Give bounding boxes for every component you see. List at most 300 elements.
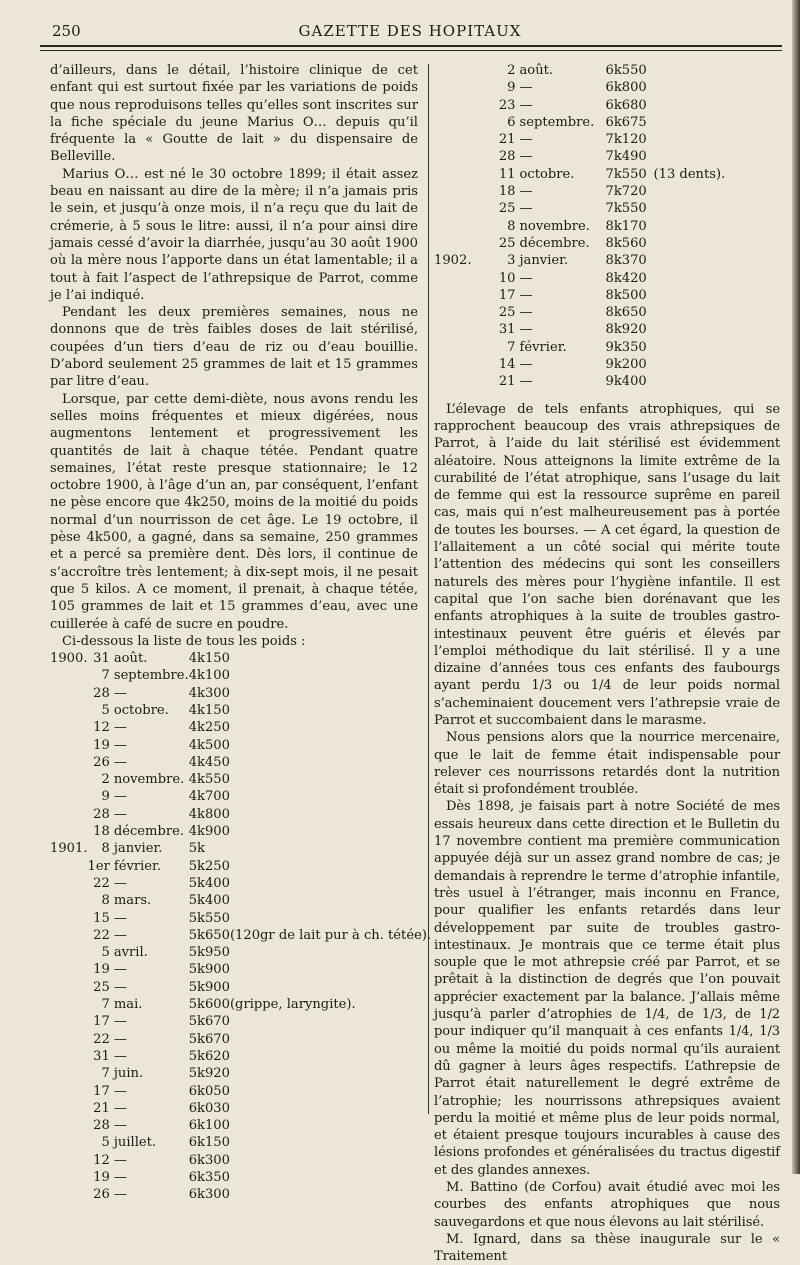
weight-weight: 5k bbox=[188, 841, 205, 857]
weight-weight: 9k400 bbox=[605, 374, 647, 390]
weight-weight: 5k920 bbox=[188, 1066, 230, 1082]
weight-month: — bbox=[519, 201, 533, 217]
weight-row bbox=[50, 667, 431, 684]
weight-year bbox=[434, 373, 472, 390]
weight-day: 25 bbox=[498, 201, 516, 217]
weight-day: 7 bbox=[507, 339, 516, 355]
weight-weight: 6k300 bbox=[188, 1152, 230, 1168]
weight-row bbox=[434, 356, 780, 373]
weight-weight: 8k420 bbox=[605, 270, 647, 286]
weight-year bbox=[434, 62, 472, 79]
weight-month: septembre. bbox=[519, 114, 595, 130]
weight-month: — bbox=[113, 1170, 127, 1185]
weight-weight: 5k900 bbox=[188, 962, 230, 978]
page-number: 250 bbox=[52, 22, 81, 40]
weight-month: — bbox=[113, 1152, 127, 1168]
weight-row bbox=[50, 685, 431, 702]
weight-year bbox=[50, 927, 88, 944]
weight-year bbox=[50, 944, 88, 961]
weight-note bbox=[230, 1013, 431, 1030]
weight-day: 28 bbox=[498, 149, 516, 165]
weight-note bbox=[230, 806, 431, 823]
weight-month: — bbox=[113, 789, 127, 805]
weight-day: 26 bbox=[93, 754, 110, 770]
header-rule-thick bbox=[40, 45, 782, 47]
weight-note bbox=[230, 1031, 431, 1048]
weight-year bbox=[50, 1013, 88, 1030]
weight-year bbox=[50, 1031, 88, 1048]
weight-day: 8 bbox=[101, 893, 110, 909]
weight-month: — bbox=[113, 962, 127, 978]
weight-day: 8 bbox=[101, 841, 110, 857]
weight-row bbox=[434, 97, 780, 114]
weight-row bbox=[50, 1083, 431, 1100]
weight-note bbox=[230, 1134, 431, 1151]
weight-note bbox=[230, 719, 431, 736]
weight-day: 6 bbox=[507, 114, 516, 130]
weight-day: 21 bbox=[498, 132, 516, 148]
weight-year bbox=[50, 1134, 88, 1151]
weight-note bbox=[230, 737, 431, 754]
weight-row bbox=[50, 1169, 431, 1186]
weight-note bbox=[654, 131, 781, 148]
weight-month: novembre. bbox=[519, 218, 590, 234]
weight-day: 25 bbox=[498, 305, 516, 321]
weight-month: — bbox=[113, 685, 127, 701]
weight-note bbox=[654, 62, 781, 79]
weight-day: 31 bbox=[498, 322, 516, 338]
weight-month: — bbox=[519, 287, 533, 303]
weight-row bbox=[434, 218, 780, 235]
weight-row bbox=[434, 79, 780, 96]
weight-month: février. bbox=[519, 339, 567, 355]
weight-weight: 4k700 bbox=[188, 789, 230, 805]
weight-note bbox=[654, 183, 781, 200]
weight-note bbox=[230, 771, 431, 788]
weight-weight: 4k100 bbox=[188, 668, 230, 684]
weight-weight: 7k720 bbox=[605, 184, 647, 200]
weight-note bbox=[654, 287, 781, 304]
weight-row bbox=[434, 131, 780, 148]
weight-month: avril. bbox=[113, 945, 148, 961]
weight-weight: 4k150 bbox=[188, 651, 230, 667]
weight-year bbox=[434, 235, 472, 252]
weight-month: novembre. bbox=[113, 772, 185, 788]
weights-table-right bbox=[434, 62, 780, 391]
weight-note bbox=[230, 650, 431, 667]
weight-year bbox=[434, 304, 472, 321]
weight-day: 19 bbox=[93, 962, 110, 978]
weight-month: juin. bbox=[113, 1066, 144, 1082]
weight-month: — bbox=[519, 97, 533, 113]
weight-month: octobre. bbox=[113, 702, 169, 718]
weight-day: 12 bbox=[93, 720, 110, 736]
left-column bbox=[50, 62, 432, 1204]
weight-month: — bbox=[519, 132, 533, 148]
weight-row bbox=[434, 321, 780, 338]
weight-note bbox=[654, 200, 781, 217]
weight-row bbox=[50, 858, 431, 875]
weight-month: — bbox=[113, 737, 127, 753]
weight-month: janvier. bbox=[113, 841, 163, 857]
weight-year bbox=[50, 1065, 88, 1082]
weight-note bbox=[230, 979, 431, 996]
weight-note bbox=[230, 823, 431, 840]
weight-weight: 7k550 bbox=[605, 201, 647, 217]
weight-note bbox=[230, 875, 431, 892]
right-column bbox=[434, 62, 780, 1265]
weight-day: 17 bbox=[93, 1014, 110, 1030]
weight-row bbox=[50, 944, 431, 961]
weight-year bbox=[50, 910, 88, 927]
weight-row bbox=[434, 373, 780, 390]
weight-day: 1er bbox=[87, 858, 110, 874]
weight-year bbox=[50, 892, 88, 909]
weight-row bbox=[50, 650, 431, 667]
weight-day: 18 bbox=[93, 824, 110, 840]
weight-day: 28 bbox=[93, 1118, 110, 1134]
weight-weight: 6k050 bbox=[188, 1083, 230, 1099]
weight-day: 2 bbox=[101, 772, 110, 788]
weight-note bbox=[654, 339, 781, 356]
weight-note bbox=[230, 1186, 431, 1203]
weight-weight: 5k620 bbox=[188, 1048, 230, 1064]
weight-row bbox=[50, 1048, 431, 1065]
weight-row bbox=[50, 996, 431, 1013]
weight-weight: 4k250 bbox=[188, 720, 230, 736]
weight-row bbox=[434, 183, 780, 200]
weight-row bbox=[50, 875, 431, 892]
weight-weight: 5k550 bbox=[188, 910, 230, 926]
weight-row bbox=[434, 235, 780, 252]
weight-year bbox=[434, 218, 472, 235]
weight-month: août. bbox=[519, 63, 554, 78]
weight-weight: 8k500 bbox=[605, 287, 647, 303]
weight-day: 23 bbox=[498, 97, 516, 113]
weight-year bbox=[50, 788, 88, 805]
running-head bbox=[40, 22, 780, 44]
weight-day: 7 bbox=[101, 1066, 110, 1082]
weight-day: 28 bbox=[93, 685, 110, 701]
weight-day: 31 bbox=[93, 651, 110, 667]
weight-weight: 8k560 bbox=[605, 235, 647, 251]
weight-weight: 5k600 bbox=[188, 997, 230, 1013]
weight-row bbox=[50, 702, 431, 719]
weight-month: — bbox=[519, 357, 533, 373]
weight-day: 19 bbox=[93, 737, 110, 753]
weight-month: — bbox=[113, 1014, 127, 1030]
paragraph: M. Ignard, dans sa thèse inaugurale sur le « Traitement bbox=[434, 1231, 780, 1265]
weight-year bbox=[434, 356, 472, 373]
weight-day: 31 bbox=[93, 1048, 110, 1064]
weight-note bbox=[654, 252, 781, 269]
weight-note bbox=[230, 685, 431, 702]
weight-row bbox=[50, 1031, 431, 1048]
weight-year bbox=[50, 979, 88, 996]
weight-weight: 5k400 bbox=[188, 893, 230, 909]
weight-year bbox=[50, 1117, 88, 1134]
weights-table-left bbox=[50, 650, 431, 1204]
weight-row bbox=[50, 1152, 431, 1169]
weight-year bbox=[434, 97, 472, 114]
weight-year bbox=[50, 702, 88, 719]
weight-note bbox=[230, 1065, 431, 1082]
weight-row bbox=[50, 979, 431, 996]
weight-row bbox=[50, 1013, 431, 1030]
weight-weight: 9k200 bbox=[605, 357, 647, 373]
weight-row bbox=[50, 1065, 431, 1082]
weight-day: 11 bbox=[498, 166, 516, 182]
weight-row bbox=[50, 1100, 431, 1117]
weight-row bbox=[50, 910, 431, 927]
binding-edge bbox=[792, 0, 800, 1174]
weight-month: — bbox=[113, 1048, 127, 1064]
weight-year bbox=[50, 961, 88, 978]
weight-row bbox=[50, 961, 431, 978]
weight-note bbox=[230, 1169, 431, 1186]
weight-year bbox=[50, 1083, 88, 1100]
weight-weight: 5k400 bbox=[188, 875, 230, 891]
weight-weight: 4k500 bbox=[188, 737, 230, 753]
weight-row bbox=[434, 304, 780, 321]
weight-weight: 4k900 bbox=[188, 824, 230, 840]
weight-day: 5 bbox=[101, 945, 110, 961]
weight-note bbox=[230, 1083, 431, 1100]
weight-note bbox=[230, 754, 431, 771]
header-rule-thin bbox=[40, 50, 782, 51]
weight-weight: 4k150 bbox=[188, 702, 230, 718]
weight-month: — bbox=[113, 1100, 127, 1116]
weight-note bbox=[230, 702, 431, 719]
weight-month: — bbox=[519, 270, 533, 286]
weight-year bbox=[50, 1186, 88, 1203]
weight-day: 25 bbox=[93, 979, 110, 995]
weight-weight: 5k250 bbox=[188, 858, 230, 874]
weight-note bbox=[230, 840, 431, 857]
weight-row bbox=[434, 339, 780, 356]
weight-year bbox=[434, 131, 472, 148]
weight-row bbox=[50, 719, 431, 736]
weight-note bbox=[230, 944, 431, 961]
weight-day: 15 bbox=[93, 910, 110, 926]
weight-year bbox=[50, 754, 88, 771]
weight-weight: 6k300 bbox=[188, 1187, 230, 1203]
weight-note bbox=[230, 1048, 431, 1065]
weight-year: 1902. bbox=[434, 253, 472, 269]
weight-row bbox=[50, 754, 431, 771]
weight-row bbox=[50, 823, 431, 840]
weight-weight: 5k950 bbox=[188, 945, 230, 961]
weight-weight: 7k550 bbox=[605, 166, 647, 182]
weight-month: octobre. bbox=[519, 166, 575, 182]
weight-year bbox=[434, 148, 472, 165]
weight-month: — bbox=[519, 184, 533, 200]
weight-weight: 6k680 bbox=[605, 97, 647, 113]
weight-month: décembre. bbox=[113, 824, 185, 840]
journal-title: GAZETTE DES HOPITAUX bbox=[298, 22, 522, 40]
weight-month: janvier. bbox=[519, 253, 569, 269]
weight-weight: 6k550 bbox=[605, 63, 647, 78]
weight-note bbox=[230, 1100, 431, 1117]
weight-note bbox=[654, 270, 781, 287]
weight-row bbox=[50, 892, 431, 909]
weight-year bbox=[50, 1169, 88, 1186]
weight-note: (grippe, laryngite). bbox=[229, 997, 356, 1013]
weight-month: — bbox=[113, 720, 127, 736]
paragraph: M. Battino (de Corfou) avait étudié avec moi les courbes des enfants atrophiques que nous sauvegardons et que nous élevons au lait stérilisé. bbox=[434, 1180, 780, 1230]
weight-month: — bbox=[519, 322, 533, 338]
weights-list-intro: Ci-dessous la liste de tous les poids : bbox=[62, 633, 306, 649]
weight-day: 19 bbox=[93, 1170, 110, 1185]
weight-note bbox=[230, 961, 431, 978]
weight-row bbox=[50, 737, 431, 754]
weight-day: 26 bbox=[93, 1187, 110, 1203]
weight-weight: 6k675 bbox=[605, 114, 647, 130]
weight-weight: 4k450 bbox=[188, 754, 230, 770]
weight-year bbox=[50, 996, 88, 1013]
paragraph: Pendant les deux premières semaines, nous ne donnons que de très faibles doses de lait stérilisé, coupées d’un tiers d’eau de riz ou d’eau bouillie. D’abord seulement 25 grammes de lait et 15 grammes par litre d’eau. bbox=[50, 305, 418, 390]
weight-month: — bbox=[113, 1031, 127, 1047]
weight-row bbox=[434, 166, 780, 183]
weight-year bbox=[434, 321, 472, 338]
weight-day: 7 bbox=[101, 668, 110, 684]
weight-month: — bbox=[113, 875, 127, 891]
weight-year bbox=[434, 200, 472, 217]
weight-month: février. bbox=[113, 858, 162, 874]
weight-weight: 8k170 bbox=[605, 218, 647, 234]
weight-month: juillet. bbox=[113, 1135, 157, 1151]
weight-year bbox=[50, 737, 88, 754]
weight-note bbox=[654, 321, 781, 338]
weight-row bbox=[50, 1186, 431, 1203]
weight-day: 9 bbox=[101, 789, 110, 805]
weight-day: 10 bbox=[498, 270, 516, 286]
weight-note bbox=[230, 1117, 431, 1134]
weight-year bbox=[50, 1100, 88, 1117]
weight-day: 22 bbox=[93, 1031, 110, 1047]
weight-day: 14 bbox=[498, 357, 516, 373]
weight-weight: 4k550 bbox=[188, 772, 230, 788]
weight-month: septembre. bbox=[113, 668, 189, 684]
weight-day: 5 bbox=[101, 1135, 110, 1151]
weight-row bbox=[434, 114, 780, 131]
weight-weight: 7k490 bbox=[605, 149, 647, 165]
weight-weight: 6k800 bbox=[605, 80, 647, 96]
weight-month: mars. bbox=[113, 893, 152, 909]
weight-year bbox=[50, 806, 88, 823]
weight-row bbox=[50, 806, 431, 823]
weight-year bbox=[50, 858, 88, 875]
weight-month: — bbox=[113, 806, 127, 822]
weight-day: 7 bbox=[101, 997, 110, 1013]
weight-year bbox=[50, 1048, 88, 1065]
weight-weight: 5k650 bbox=[188, 927, 230, 943]
weight-weight: 5k670 bbox=[188, 1031, 230, 1047]
weight-year bbox=[50, 1152, 88, 1169]
weight-weight: 6k150 bbox=[188, 1135, 230, 1151]
weight-row bbox=[50, 840, 431, 857]
weight-row bbox=[434, 148, 780, 165]
weight-day: 5 bbox=[101, 702, 110, 718]
paragraph: Nous pensions alors que la nourrice mercenaire, que le lait de femme était indispensable pour relever ces nourrissons retardés dont la nutrition était si profondément troublée. bbox=[434, 730, 780, 798]
weight-weight: 8k370 bbox=[605, 253, 647, 269]
weight-year bbox=[434, 114, 472, 131]
weight-day: 25 bbox=[498, 235, 516, 251]
weight-year bbox=[50, 771, 88, 788]
weight-day: 17 bbox=[93, 1083, 110, 1099]
weight-year bbox=[434, 287, 472, 304]
weight-year bbox=[50, 823, 88, 840]
weight-row bbox=[434, 287, 780, 304]
weight-month: — bbox=[113, 979, 127, 995]
weight-month: — bbox=[113, 754, 127, 770]
weight-month: — bbox=[519, 80, 533, 96]
weight-row bbox=[50, 927, 431, 944]
weight-note bbox=[654, 356, 781, 373]
weight-month: — bbox=[113, 927, 127, 943]
weight-row bbox=[434, 62, 780, 79]
weight-month: mai. bbox=[113, 997, 143, 1013]
weight-note bbox=[654, 235, 781, 252]
weight-year bbox=[50, 719, 88, 736]
weight-year bbox=[434, 79, 472, 96]
weight-month: décembre. bbox=[519, 235, 590, 251]
weight-note bbox=[654, 373, 781, 390]
weight-year bbox=[434, 339, 472, 356]
weight-day: 12 bbox=[93, 1152, 110, 1168]
weight-note bbox=[654, 79, 781, 96]
weight-month: — bbox=[519, 305, 533, 321]
weight-year bbox=[50, 667, 88, 684]
weight-day: 17 bbox=[498, 287, 516, 303]
weight-weight: 5k900 bbox=[188, 979, 230, 995]
weight-day: 9 bbox=[507, 80, 516, 96]
weight-day: 22 bbox=[93, 875, 110, 891]
weight-weight: 6k350 bbox=[188, 1170, 230, 1185]
weight-day: 21 bbox=[93, 1100, 110, 1116]
weight-year bbox=[434, 183, 472, 200]
weight-note bbox=[230, 910, 431, 927]
weight-note bbox=[230, 892, 431, 909]
weight-weight: 8k650 bbox=[605, 305, 647, 321]
weight-note bbox=[654, 304, 781, 321]
weight-row bbox=[50, 771, 431, 788]
weight-row bbox=[50, 1134, 431, 1151]
weight-note: (13 dents). bbox=[653, 166, 726, 182]
weight-note bbox=[654, 114, 781, 131]
weight-year bbox=[50, 685, 88, 702]
weight-day: 2 bbox=[507, 63, 516, 78]
weight-note bbox=[230, 1152, 431, 1169]
weight-note bbox=[230, 858, 431, 875]
weight-day: 22 bbox=[93, 927, 110, 943]
weight-day: 18 bbox=[498, 184, 516, 200]
weight-day: 21 bbox=[498, 374, 516, 390]
weight-weight: 6k030 bbox=[188, 1100, 230, 1116]
weight-note bbox=[230, 788, 431, 805]
weight-year bbox=[434, 166, 472, 183]
weight-note: (120gr de lait pur à ch. tétée). bbox=[229, 927, 432, 943]
weight-weight: 6k100 bbox=[188, 1118, 230, 1134]
weight-weight: 8k920 bbox=[605, 322, 647, 338]
weight-month: — bbox=[113, 910, 127, 926]
weight-note bbox=[654, 97, 781, 114]
weight-note bbox=[230, 667, 431, 684]
weight-weight: 4k300 bbox=[188, 685, 230, 701]
weight-month: — bbox=[519, 374, 533, 390]
weight-year: 1901. bbox=[50, 841, 88, 857]
weight-month: août. bbox=[113, 651, 148, 667]
